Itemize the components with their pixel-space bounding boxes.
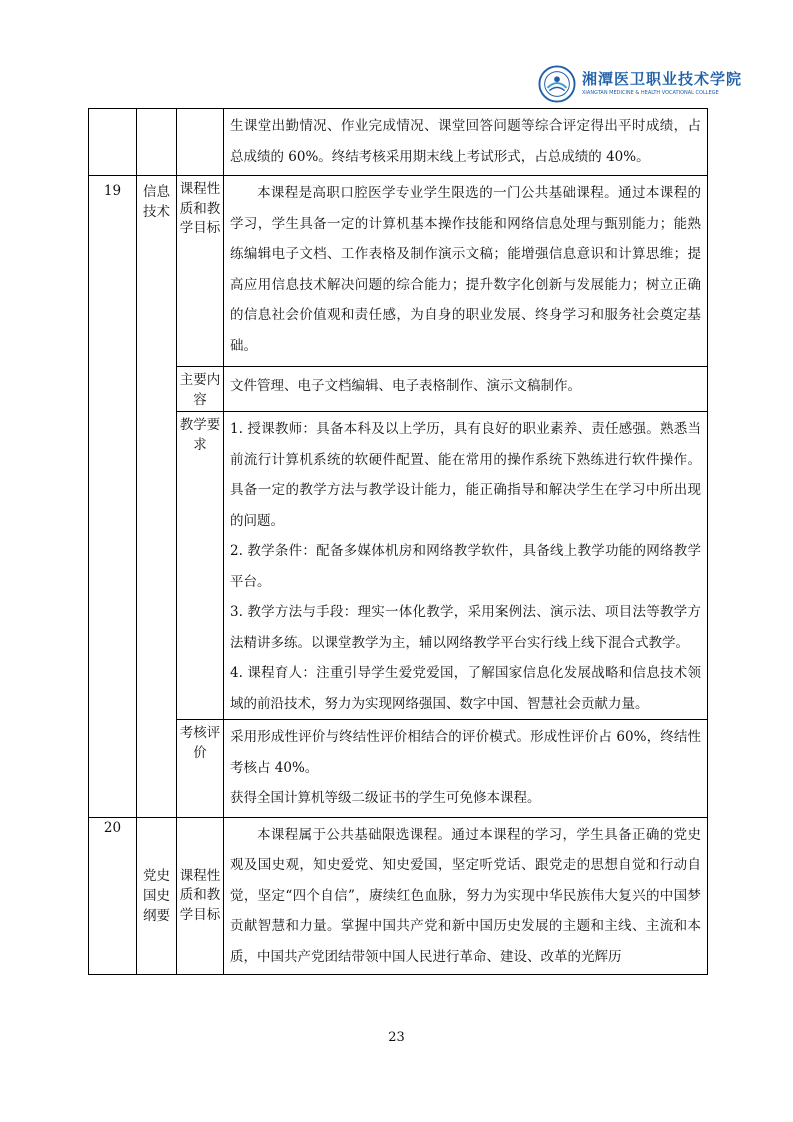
- course-name: 党史国史纲要: [137, 817, 177, 975]
- table-row-19-assessment: [89, 720, 708, 818]
- table-row-19-objectives: [89, 176, 708, 367]
- college-logo: [538, 62, 743, 106]
- table-row-continued: [89, 109, 708, 176]
- course-name: 信息技术: [137, 176, 177, 818]
- college-name: 湘潭医卫职业技术学院: [582, 70, 743, 88]
- table-row-19-requirements: [89, 412, 708, 720]
- objectives-text: 本课程属于公共基础限选课程。通过本课程的学习，学生具备正确的党史观及国史观，知史爱党、知史爱国，坚定听党话、跟党走的思想自觉和行动自觉，坚定“四个自信”，赓续红色血脉，努力为实现中华民族伟大复兴的中国梦贡献智慧和力量。掌握中国共产党和新中国历史发展的主题和主线、主流和本质，中国共产党团结带领中国人民进行革命、建设、改革的光辉历: [230, 826, 701, 965]
- page-number: 23: [388, 1030, 405, 1045]
- assessment-label: 考核评价: [177, 720, 224, 818]
- requirements-content: [224, 412, 708, 720]
- assessment-text: 采用形成性评价与终结性评价相结合的评价模式。形成性评价占 60%，终结性考核占 40%。: [230, 729, 701, 776]
- requirement-item: 1. 授课教师：具备本科及以上学历，具有良好的职业素养、责任感强。熟悉当前流行计算机系统的软硬件配置、能在常用的操作系统下熟练进行软件操作。具备一定的教学方法与教学设计能力，能正确指导和解决学生在学习中所出现的问题。: [230, 421, 701, 529]
- assessment-continued-text: 生课堂出勤情况、作业完成情况、课堂回答问题等综合评定得出平时成绩，占总成绩的 60%。终结考核采用期末线上考试形式，占总成绩的 40%。: [230, 118, 701, 165]
- cell-empty: [177, 109, 224, 176]
- course-table: [88, 108, 708, 975]
- requirement-item: 4. 课程育人：注重引导学生爱党爱国，了解国家信息化发展战略和信息技术领域的前沿技术，努力为实现网络强国、数字中国、智慧社会贡献力量。: [230, 665, 701, 712]
- course-number: 19: [89, 176, 137, 818]
- requirements-label: 教学要求: [177, 412, 224, 720]
- objectives-label: 课程性质和教学目标: [177, 817, 224, 975]
- objectives-text: 本课程是高职口腔医学专业学生限选的一门公共基础课程。通过本课程的学习，学生具备一定的计算机基本操作技能和网络信息处理与甄别能力；能熟练编辑电子文档、工作表格及制作演示文稿；能增强信息意识和计算思维；提高应用信息技术解决问题的综合能力；提升数字化创新与发展能力；树立正确的信息社会价值观和责任感，为自身的职业发展、终身学习和服务社会奠定基础。: [230, 185, 701, 354]
- college-emblem-icon: [538, 65, 576, 103]
- cell-empty: [89, 109, 137, 176]
- objectives-content: [224, 817, 708, 975]
- assessment-content: [224, 720, 708, 818]
- table-row-20-objectives: [89, 817, 708, 975]
- requirement-item: 2. 教学条件：配备多媒体机房和网络教学软件，具备线上教学功能的网络教学平台。: [230, 543, 701, 590]
- objectives-content: [224, 176, 708, 367]
- main-content-label: 主要内容: [177, 367, 224, 412]
- table-row-19-content: [89, 367, 708, 412]
- assessment-note: 获得全国计算机等级二级证书的学生可免修本课程。: [230, 790, 541, 806]
- cell-empty: [137, 109, 177, 176]
- assessment-continued: [224, 109, 708, 176]
- course-number: 20: [89, 817, 137, 975]
- main-content-text: 文件管理、电子文档编辑、电子表格制作、演示文稿制作。: [230, 378, 581, 394]
- objectives-label: 课程性质和教学目标: [177, 176, 224, 367]
- main-content: [224, 367, 708, 412]
- requirement-item: 3. 教学方法与手段：理实一体化教学，采用案例法、演示法、项目法等教学方法精讲多练。以课堂教学为主，辅以网络教学平台实行线上线下混合式教学。: [230, 604, 701, 651]
- college-name-english: XIANGTAN MEDICINE & HEALTH VOCATIONAL COLLEGE: [582, 90, 719, 96]
